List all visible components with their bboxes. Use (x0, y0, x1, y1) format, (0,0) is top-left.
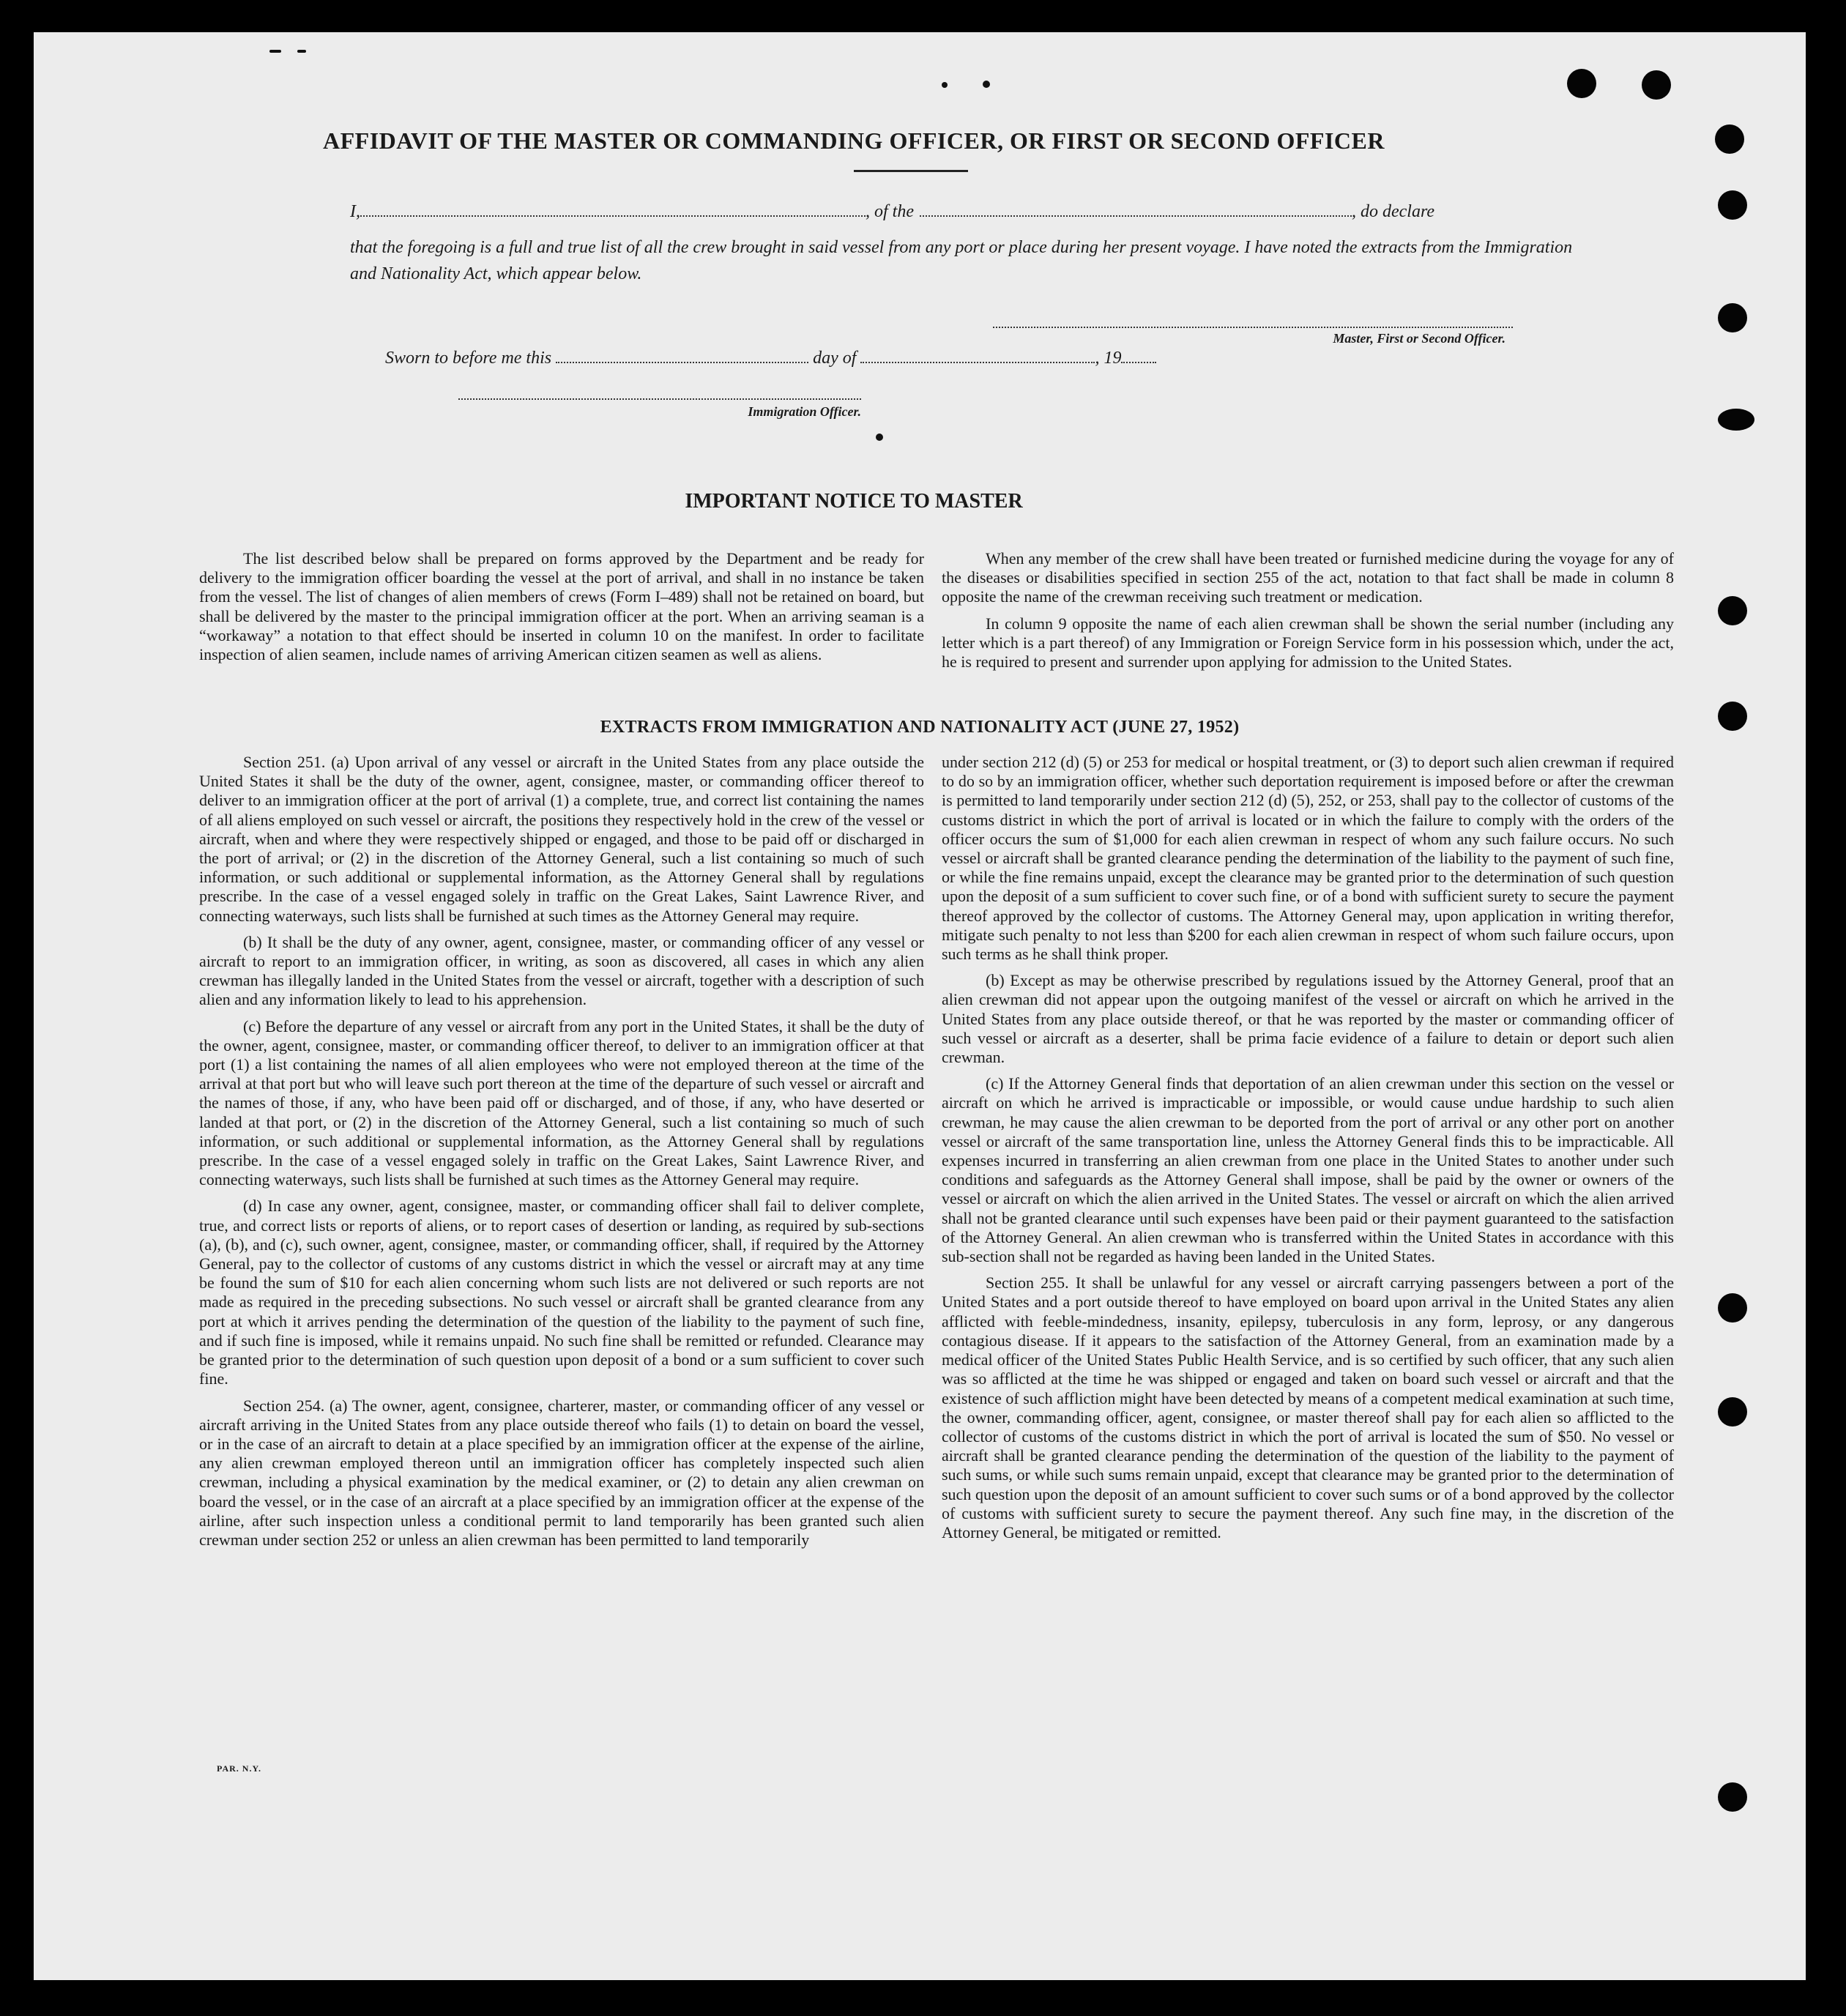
section-254c: (c) If the Attorney General finds that deportation of an alien crewman under this section on the vessel or aircraft on which he arrived is impracticable or impossible, or would cause undue hardship to such alien crewman, he may cause the alien crewman to be deported from the port of arrival or any other port on another vessel or aircraft of the same transportation line, unless the Attorney General finds this to be impracticable. All expenses incurred in transferring an alien crewman from one place in the United States to another under such conditions and safeguards as the Attorney General shall impose, shall be paid by the owner or owners of the vessel or aircraft on which the alien arrived in the United States. The vessel or aircraft on which the alien arrived shall not be granted clearance until such expenses have been paid or their payment guaranteed to the satisfaction of the Attorney General. An alien crewman who is transferred within the United States in accordance with this sub-section shall not be regarded as having been landed in the United States. (942, 1074, 1674, 1266)
master-signature-caption: Master, First or Second Officer. (1333, 331, 1506, 346)
section-251d: (d) In case any owner, agent, consignee, master, or commanding officer shall fail to deliver complete, true, and correct lists or reports of aliens, or to report cases of desertion or landing, as required by sub-sections (a), (b), and (c), such owner, agent, consignee, master, or commanding officer, shall, if required by the Attorney General, pay to the collector of customs of any customs district in which the vessel or aircraft may at any time be found the sum of $10 for each alien concerning whom such lists are not delivered or such reports are not made as required in the preceding subsections. No such vessel or aircraft shall be granted clearance from any port at which it arrives pending the determination of the question of the liability to the payment of such fine, and if such fine is imposed, while it remains unpaid. No such fine shall be remitted or refunded. Clearance may be granted prior to the determination of such question upon deposit of a bond or a sum sufficient to cover such fine. (199, 1197, 924, 1388)
decl-i-label: I, (350, 202, 360, 221)
printer-mark: PAR. N.Y. (217, 1763, 262, 1774)
section-251a: Section 251. (a) Upon arrival of any vessel or aircraft in the United States from any place outside the United States it shall be the duty of the owner, agent, consignee, master, or commanding officer thereof to deliver to an immigration officer at the port of arrival (1) a complete, true, and correct list containing the names of all aliens employed on such vessel or aircraft, the positions they respectively hold in the crew of the vessel or aircraft, when and where they were respectively shipped or engaged, and those to be paid off or discharged in the port of arrival; or (2) in the discretion of the Attorney General, such a list containing so much of such information, or such additional or supplemental information, as the Attorney General shall by regulations prescribe. In the case of a vessel engaged solely in traffic on the Great Lakes, Saint Lawrence River, and connecting waterways, such lists shall be furnished at such times as the Attorney General may require. (199, 753, 924, 925)
extracts-left-column (199, 753, 924, 1550)
immigration-officer-signature-line[interactable] (458, 397, 861, 400)
speck-mark (942, 82, 948, 88)
punch-hole-icon (1718, 1397, 1747, 1427)
notice-title: IMPORTANT NOTICE TO MASTER (685, 490, 1023, 513)
notice-left-column (199, 549, 924, 664)
punch-hole-icon (1718, 190, 1747, 220)
sworn-day-blank[interactable] (556, 349, 808, 363)
punch-hole-icon (1718, 702, 1747, 731)
section-255: Section 255. It shall be unlawful for any vessel or aircraft carrying passengers between a port of the United States and a port outside thereof to have employed on board upon arrival in the United States any alien afflicted with feeble-mindedness, insanity, epilepsy, tuberculosis in any form, leprosy, or any dangerous contagious disease. If it appears to the satisfaction of the Attorney General, from an examination made by a medical officer of the United States Public Health Service, and is so certified by such officer, that any such alien was so afflicted at the time he was shipped or engaged and taken on board such vessel or aircraft and that the existence of such affliction might have been detected by means of a competent medical examination at such time, the owner, commanding officer, agent, consignee, or master thereof shall pay for each alien so afflicted to the collector of customs of the customs district in which the port of arrival is located the sum of $50. No vessel or aircraft shall be granted clearance pending the determination of the question of the liability to the payment of such sums, or while such sums remain unpaid, except that clearance may be granted prior to the determination of such question upon the deposit of an amount sufficient to cover such sums or of a bond approved by the collector of customs with sufficient surety to secure the payment thereof. Any such fine may, in the discretion of the Attorney General, be mitigated or remitted. (942, 1273, 1674, 1541)
decl-do-declare-label: , do declare (1352, 202, 1435, 221)
immigration-officer-caption: Immigration Officer. (748, 404, 861, 419)
sworn-day-of-label: day of (813, 349, 857, 368)
punch-hole-icon (1567, 69, 1596, 98)
punch-hole-icon (1718, 303, 1747, 332)
punch-hole-icon (1718, 409, 1754, 431)
punch-hole-icon (1718, 1782, 1747, 1812)
section-254a: Section 254. (a) The owner, agent, consignee, charterer, master, or commanding officer of any vessel or aircraft arriving in the United States from any place outside thereof who fails (1) to detain on board the vessel, or in the case of an aircraft to detain at a place specified by an immigration officer at the expense of the airline, any alien crewman employed thereon until an immigration officer has completely inspected such alien crewman, including a physical examination by the medical examiner, or (2) to detain any alien crewman on board the vessel, or in the case of an aircraft at a place specified by an immigration officer at the expense of the airline, after such inspection unless a conditional permit to land temporarily has been granted such alien crewman under section 252 or unless an alien crewman has been permitted to land temporarily (199, 1396, 924, 1549)
affidavit-title: AFFIDAVIT OF THE MASTER OR COMMANDING OFFICER, OR FIRST OR SECOND OFFICER (323, 127, 1385, 154)
extracts-title: EXTRACTS FROM IMMIGRATION AND NATIONALITY ACT (JUNE 27, 1952) (600, 718, 1240, 737)
notice-right-paragraph-1: When any member of the crew shall have been treated or furnished medicine during the voyage for any of the diseases or disabilities specified in section 255 of the act, notation to that fact shall be made in column 8 opposite the name of the crewman receiving such treatment or medication. (942, 549, 1674, 606)
speck-mark (983, 81, 990, 88)
vessel-blank-field[interactable] (920, 202, 1352, 217)
sworn-line (385, 349, 1156, 368)
section-251c: (c) Before the departure of any vessel or aircraft from any port in the United States, it shall be the duty of the owner, agent, consignee, master, or commanding officer thereof, to deliver to an immigration officer at that port (1) a list containing the names of all alien employees who were not employed thereon at the time of the arrival at that port but who will leave such port thereon at the time of the departure of such vessel or aircraft and the names of those, if any, who have been paid off or discharged, and of those, if any, who have deserted or landed at that port, or (2) in the discretion of the Attorney General, such a list containing so much of such information, or such additional or supplemental information, as the Attorney General shall by regulations prescribe. In the case of a vessel engaged solely in traffic on the Great Lakes, Saint Lawrence River, and connecting waterways, such lists shall be furnished at such times as the Attorney General may require. (199, 1016, 924, 1189)
section-254b: (b) Except as may be otherwise prescribed by regulations issued by the Attorney General, proof that an alien crewman did not appear upon the outgoing manifest of the vessel or aircraft on which he arrived in the United States from any place outside thereof, or that he was reported by the master or commanding officer of such vessel or aircraft as a deserter, shall be prima facie evidence of a failure to detain or deport such alien crewman. (942, 971, 1674, 1067)
master-signature-line[interactable] (993, 325, 1513, 328)
sworn-year-blank[interactable] (1121, 349, 1156, 363)
section-254a-continued: under section 212 (d) (5) or 253 for medical or hospital treatment, or (3) to deport such alien crewman if required to do so by an immigration officer, whether such deportation requirement is imposed before or after the crewman is permitted to land temporarily under section 212 (d) (5), 252, or 253, shall pay to the collector of customs of the customs district in which the port of arrival is located or in which the failure to comply with the orders of the officer occurs the sum of $1,000 for each alien crewman in respect of whom any such failure occurs. No such vessel or aircraft shall be granted clearance pending the determination of the liability to the payment of such fine, or while the fine remains unpaid, except the clearance may be granted prior to the determination of such question upon the deposit of a sum sufficient to cover such fine, or of a bond with sufficient surety to secure the payment thereof approved by the collector of customs. The Attorney General may, upon application in writing therefor, mitigate such penalty to not less than $200 for each alien crewman in respect of whom such failure occurs, upon such terms as he shall think proper. (942, 753, 1674, 964)
punch-hole-icon (1715, 124, 1744, 154)
notice-left-paragraph: The list described below shall be prepared on forms approved by the Department and be ready for delivery to the immigration officer boarding the vessel at the port of arrival, and shall in no instance be taken from the vessel. The list of changes of alien members of crews (Form I–489) shall not be retained on board, but shall be delivered by the master to the principal immigration officer at the port. When an arriving seaman is a “workaway” a notation to that effect should be inserted in column 10 on the manifest. In order to facilitate inspection of alien seamen, include names of arriving American citizen seamen as well as aliens. (199, 549, 924, 664)
title-rule (854, 170, 968, 172)
speck-mark (269, 50, 281, 53)
notice-right-column (942, 549, 1674, 672)
extracts-right-column (942, 753, 1674, 1542)
declaration-text: that the foregoing is a full and true list of all the crew brought in said vessel from any port or place during her present voyage. I have noted the extracts from the Immigration and Nationality Act, which appear below. (350, 238, 1573, 283)
sworn-label: Sworn to before me this (385, 349, 552, 368)
decl-of-the-label: , of the (866, 202, 914, 221)
declaration-line (350, 202, 1434, 222)
speck-mark (876, 434, 883, 441)
notice-right-paragraph-2: In column 9 opposite the name of each alien crewman shall be shown the serial number (including any letter which is a part thereof) of any Immigration or Foreign Service form in his possession which, under the act, he is required to present and surrender upon applying for admission to the United States. (942, 614, 1674, 672)
speck-mark (297, 50, 306, 53)
punch-hole-icon (1642, 70, 1671, 100)
punch-hole-icon (1718, 596, 1747, 625)
section-251b: (b) It shall be the duty of any owner, agent, consignee, master, or commanding officer of any vessel or aircraft to report to an immigration officer, in writing, as soon as discovered, all cases in which any alien crewman has illegally landed in the United States from the vessel or aircraft, together with a description of such alien and any information likely to lead to his apprehension. (199, 932, 924, 1009)
sworn-year-label: , 19 (1095, 349, 1122, 368)
punch-hole-icon (1718, 1293, 1747, 1323)
document-page (34, 32, 1806, 1980)
name-blank-field[interactable] (360, 202, 866, 217)
sworn-month-blank[interactable] (860, 349, 1095, 363)
